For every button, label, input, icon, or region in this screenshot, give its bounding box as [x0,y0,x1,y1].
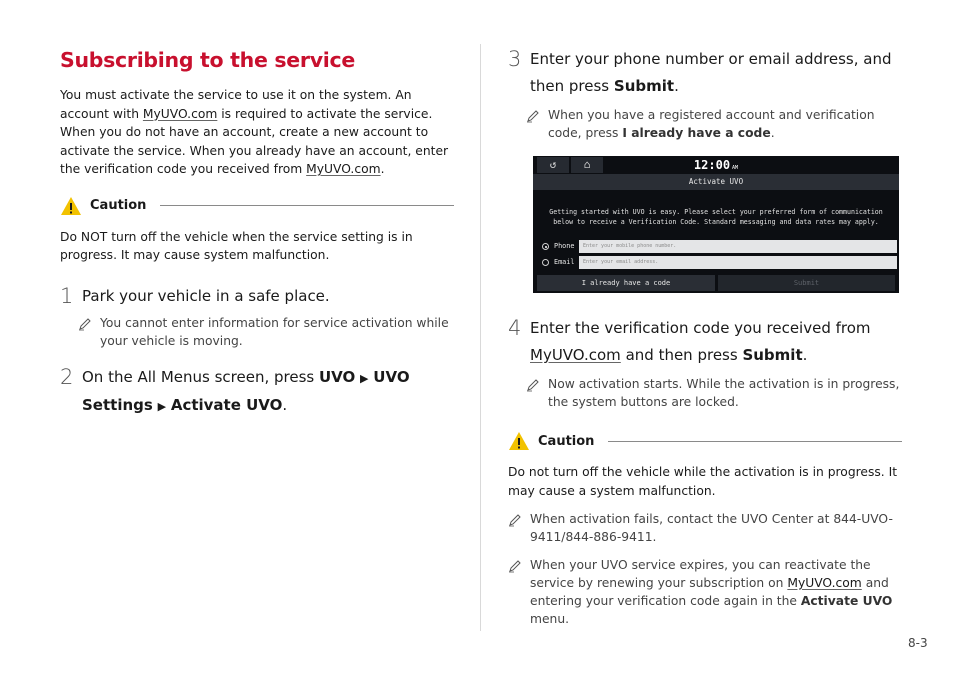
screen-message: Getting started with UVO is easy. Please select your preferred form of communication below to receive a Verification Code. Standard messaging and data rates may apply. [549,208,883,226]
note-text-mid: and entering your verification code again in the [530,576,889,608]
pencil-note-icon [526,375,548,411]
pencil-note-icon [508,510,530,546]
arrow-right-icon: ▶ [157,399,167,413]
note-text [530,556,902,628]
step-text [530,46,902,100]
warning-icon [60,196,82,216]
right-column [508,46,902,628]
caution-header [508,431,902,451]
have-code-term: I already have a code [622,126,771,140]
pencil-note-icon [508,556,530,628]
caution-header [60,196,454,216]
note-text-suffix: menu. [530,612,570,626]
screen-clock [533,158,899,175]
step-number: 4 [508,316,522,340]
clock-ampm: AM [732,165,739,171]
head-unit-screen [533,156,899,293]
back-icon[interactable]: ↺ [537,157,569,173]
step-text-prefix: Enter the verification code you received from [530,319,871,337]
phone-option[interactable] [539,240,897,253]
email-option[interactable] [539,256,897,269]
email-radio[interactable] [542,259,549,266]
step-text [530,315,902,369]
email-label: Email [554,258,575,266]
note-text: You cannot enter information for service activation while your vehicle is moving. [100,315,449,348]
note [526,375,902,411]
myuvo-link-2[interactable]: MyUVO.com [306,162,381,176]
step-text-mid: and then press [620,346,743,364]
pencil-note-icon [78,314,100,350]
note-text-prefix: When you have a registered account and verification code, press [548,108,875,140]
submit-term: Submit [613,77,675,95]
home-icon[interactable]: ⌂ [571,157,603,173]
note-text-suffix: . [770,126,775,140]
intro-text-2: is required to activate the service. When you do not have an account, create a new account to activate the service. When you already have an account, enter the verification code you received from [60,106,449,176]
arrow-right-icon: ▶ [360,371,369,385]
page-number: 8-3 [908,636,928,650]
note-text [548,106,902,142]
step-text [82,364,454,420]
caution-text: Do NOT turn off the vehicle when the service setting is in progress. It may cause system malfunction. [60,229,413,262]
screen-title: Activate UVO [533,174,899,190]
note [508,510,902,546]
submit-button[interactable]: Submit [718,275,895,291]
phone-radio[interactable] [542,243,549,250]
step-3 [508,46,902,100]
step-number: 2 [60,364,74,389]
clock-time: 12:00 [693,158,731,172]
note [508,556,902,628]
step-number: 1 [60,283,74,308]
intro-text-1: You must activate the service to use it on the system. An account with [60,88,412,121]
myuvo-link-1[interactable]: MyUVO.com [142,106,218,121]
myuvo-link-4[interactable]: MyUVO.com [787,576,862,590]
step-text-suffix: . [282,395,288,414]
step-text-suffix: . [802,346,808,364]
caution-label: Caution [90,198,147,213]
step-number: 3 [508,47,522,71]
menu-uvo: UVO [318,367,356,386]
note [526,106,902,142]
warning-icon [508,431,530,451]
section-title: Subscribing to the service [60,48,355,72]
step-text-suffix: . [674,77,679,95]
activate-uvo-term: Activate UVO [800,594,893,608]
have-code-button[interactable]: I already have a code [537,275,715,291]
note-text: Now activation starts. While the activation is in progress, the system buttons are locked. [548,377,900,409]
step-text-prefix: On the All Menus screen, press [82,367,319,386]
step-2 [60,364,454,420]
note [78,314,454,350]
pencil-note-icon [526,106,548,142]
step-1 [60,283,454,310]
intro-text-3: . [380,162,385,176]
myuvo-link-3[interactable]: MyUVO.com [530,346,621,364]
step-text: Park your vehicle in a safe place. [82,286,330,305]
phone-label: Phone [554,242,575,250]
column-divider [480,44,481,631]
note-text-prefix: When your UVO service expires, you can reactivate the service by renewing your subscription on [530,558,871,590]
menu-uvo-settings: UVO Settings [82,367,410,414]
intro-paragraph [60,86,454,179]
note-text: When activation fails, contact the UVO Center at 844-UVO-9411/844-886-9411. [530,512,893,544]
caution-rule [160,205,454,206]
submit-term: Submit [742,346,803,364]
phone-input[interactable]: Enter your mobile phone number. [579,240,897,253]
step-text-prefix: Enter your phone number or email address, and then press [530,50,892,95]
caution-rule [608,441,902,442]
caution-label: Caution [538,433,595,449]
step-4 [508,315,902,369]
menu-activate-uvo: Activate UVO [170,395,283,414]
caution-text: Do not turn off the vehicle while the activation is in progress. It may cause a system malfunction. [508,465,898,498]
left-column [60,48,454,420]
email-input[interactable]: Enter your email address. [579,256,897,269]
